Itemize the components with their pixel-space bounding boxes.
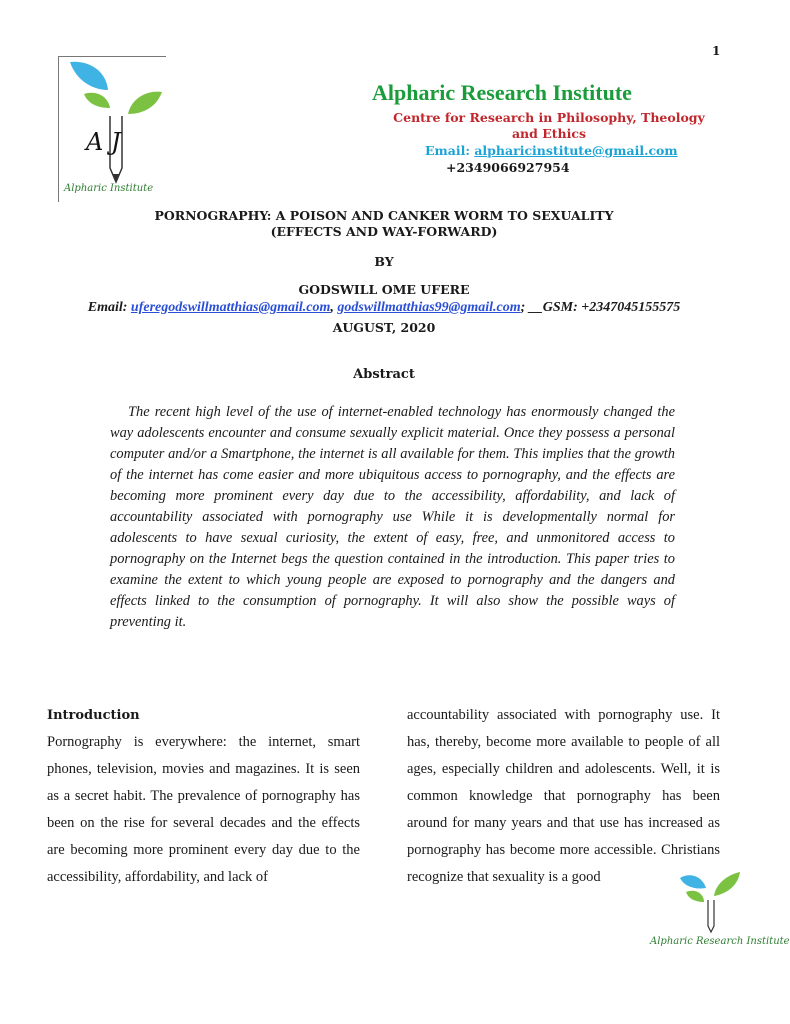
footer-logo <box>650 860 790 955</box>
author-email-2[interactable]: godswillmatthias99@gmail.com <box>337 300 521 315</box>
abstract-text: The recent high level of the use of internet-enabled technology has enormously changed the way adolescents encounter and consume sexually explicit material. Once they possess a personal computer and/or a Smartphone, the internet is all available for them. This implies that the growth of the internet has come easier and more ubiquitous access to pornography, and the effects are becoming more prominent every day due to the accessibility, affordability, and lack of accountability associated with pornography use While it is developmentally normal for adolescents to have sexual curiosity, the extent of easy, free, and unmonitored access to pornography on the Internet begs the question contained in the introduction. This paper tries to examine the extent to which young people are exposed to pornography and the dangers and effects linked to the consumption of pornography. It will also show the possible ways of preventing it. <box>110 404 675 630</box>
logo-text: Alpharic Institute <box>64 183 154 194</box>
institute-email-link[interactable]: alpharicinstitute@gmail.com <box>474 143 678 158</box>
introduction-heading: Introduction <box>47 708 140 723</box>
svg-text:A J: A J <box>86 128 121 156</box>
author-email-1[interactable]: uferegodswillmatthias@gmail.com <box>130 300 331 315</box>
institute-name: Alpharic Research Institute <box>372 80 632 105</box>
author-name: GODSWILL OME UFERE <box>298 282 470 297</box>
by-label: BY <box>374 254 394 269</box>
right-column-text: accountability associated with pornography use. It has, thereby, become more available to people of all ages, especially children and adolescents. Well, it is common knowledge that pornography has been around for many years and that use has increased as pornography has become more accessible. Christians recognize that sexuality is a good <box>407 707 720 885</box>
pencil-leaves-icon <box>58 56 170 202</box>
abstract-heading: Abstract <box>353 367 415 382</box>
institute-email: Email: alpharicinstitute@gmail.com <box>425 143 678 158</box>
institute-logo <box>58 56 170 202</box>
left-column-text: Pornography is everywhere: the internet, smart phones, television, movies and magazines. It is seen as a secret habit. The prevalence of pornography has been on the rise for several decades and the effects are becoming more prominent every day due to the accessibility, affordability, and lack of <box>47 734 360 885</box>
author-contact: Email: uferegodswillmatthias@gmail.com, godswillmatthias99@gmail.com; __GSM: +2347045155575 <box>87 300 681 315</box>
paper-date: AUGUST, 2020 <box>332 320 436 335</box>
page-number: 1 <box>712 44 721 58</box>
footer-logo-text: Alpharic Research Institute <box>650 936 790 947</box>
paper-title: PORNOGRAPHY: A POISON AND CANKER WORM TO SEXUALITY (EFFECTS AND WAY-FORWARD) <box>154 208 614 239</box>
body-left-column <box>47 702 360 891</box>
institute-phone: +2349066927954 <box>446 160 570 175</box>
centre-subtitle: Centre for Research in Philosophy, Theology and Ethics <box>393 110 705 141</box>
